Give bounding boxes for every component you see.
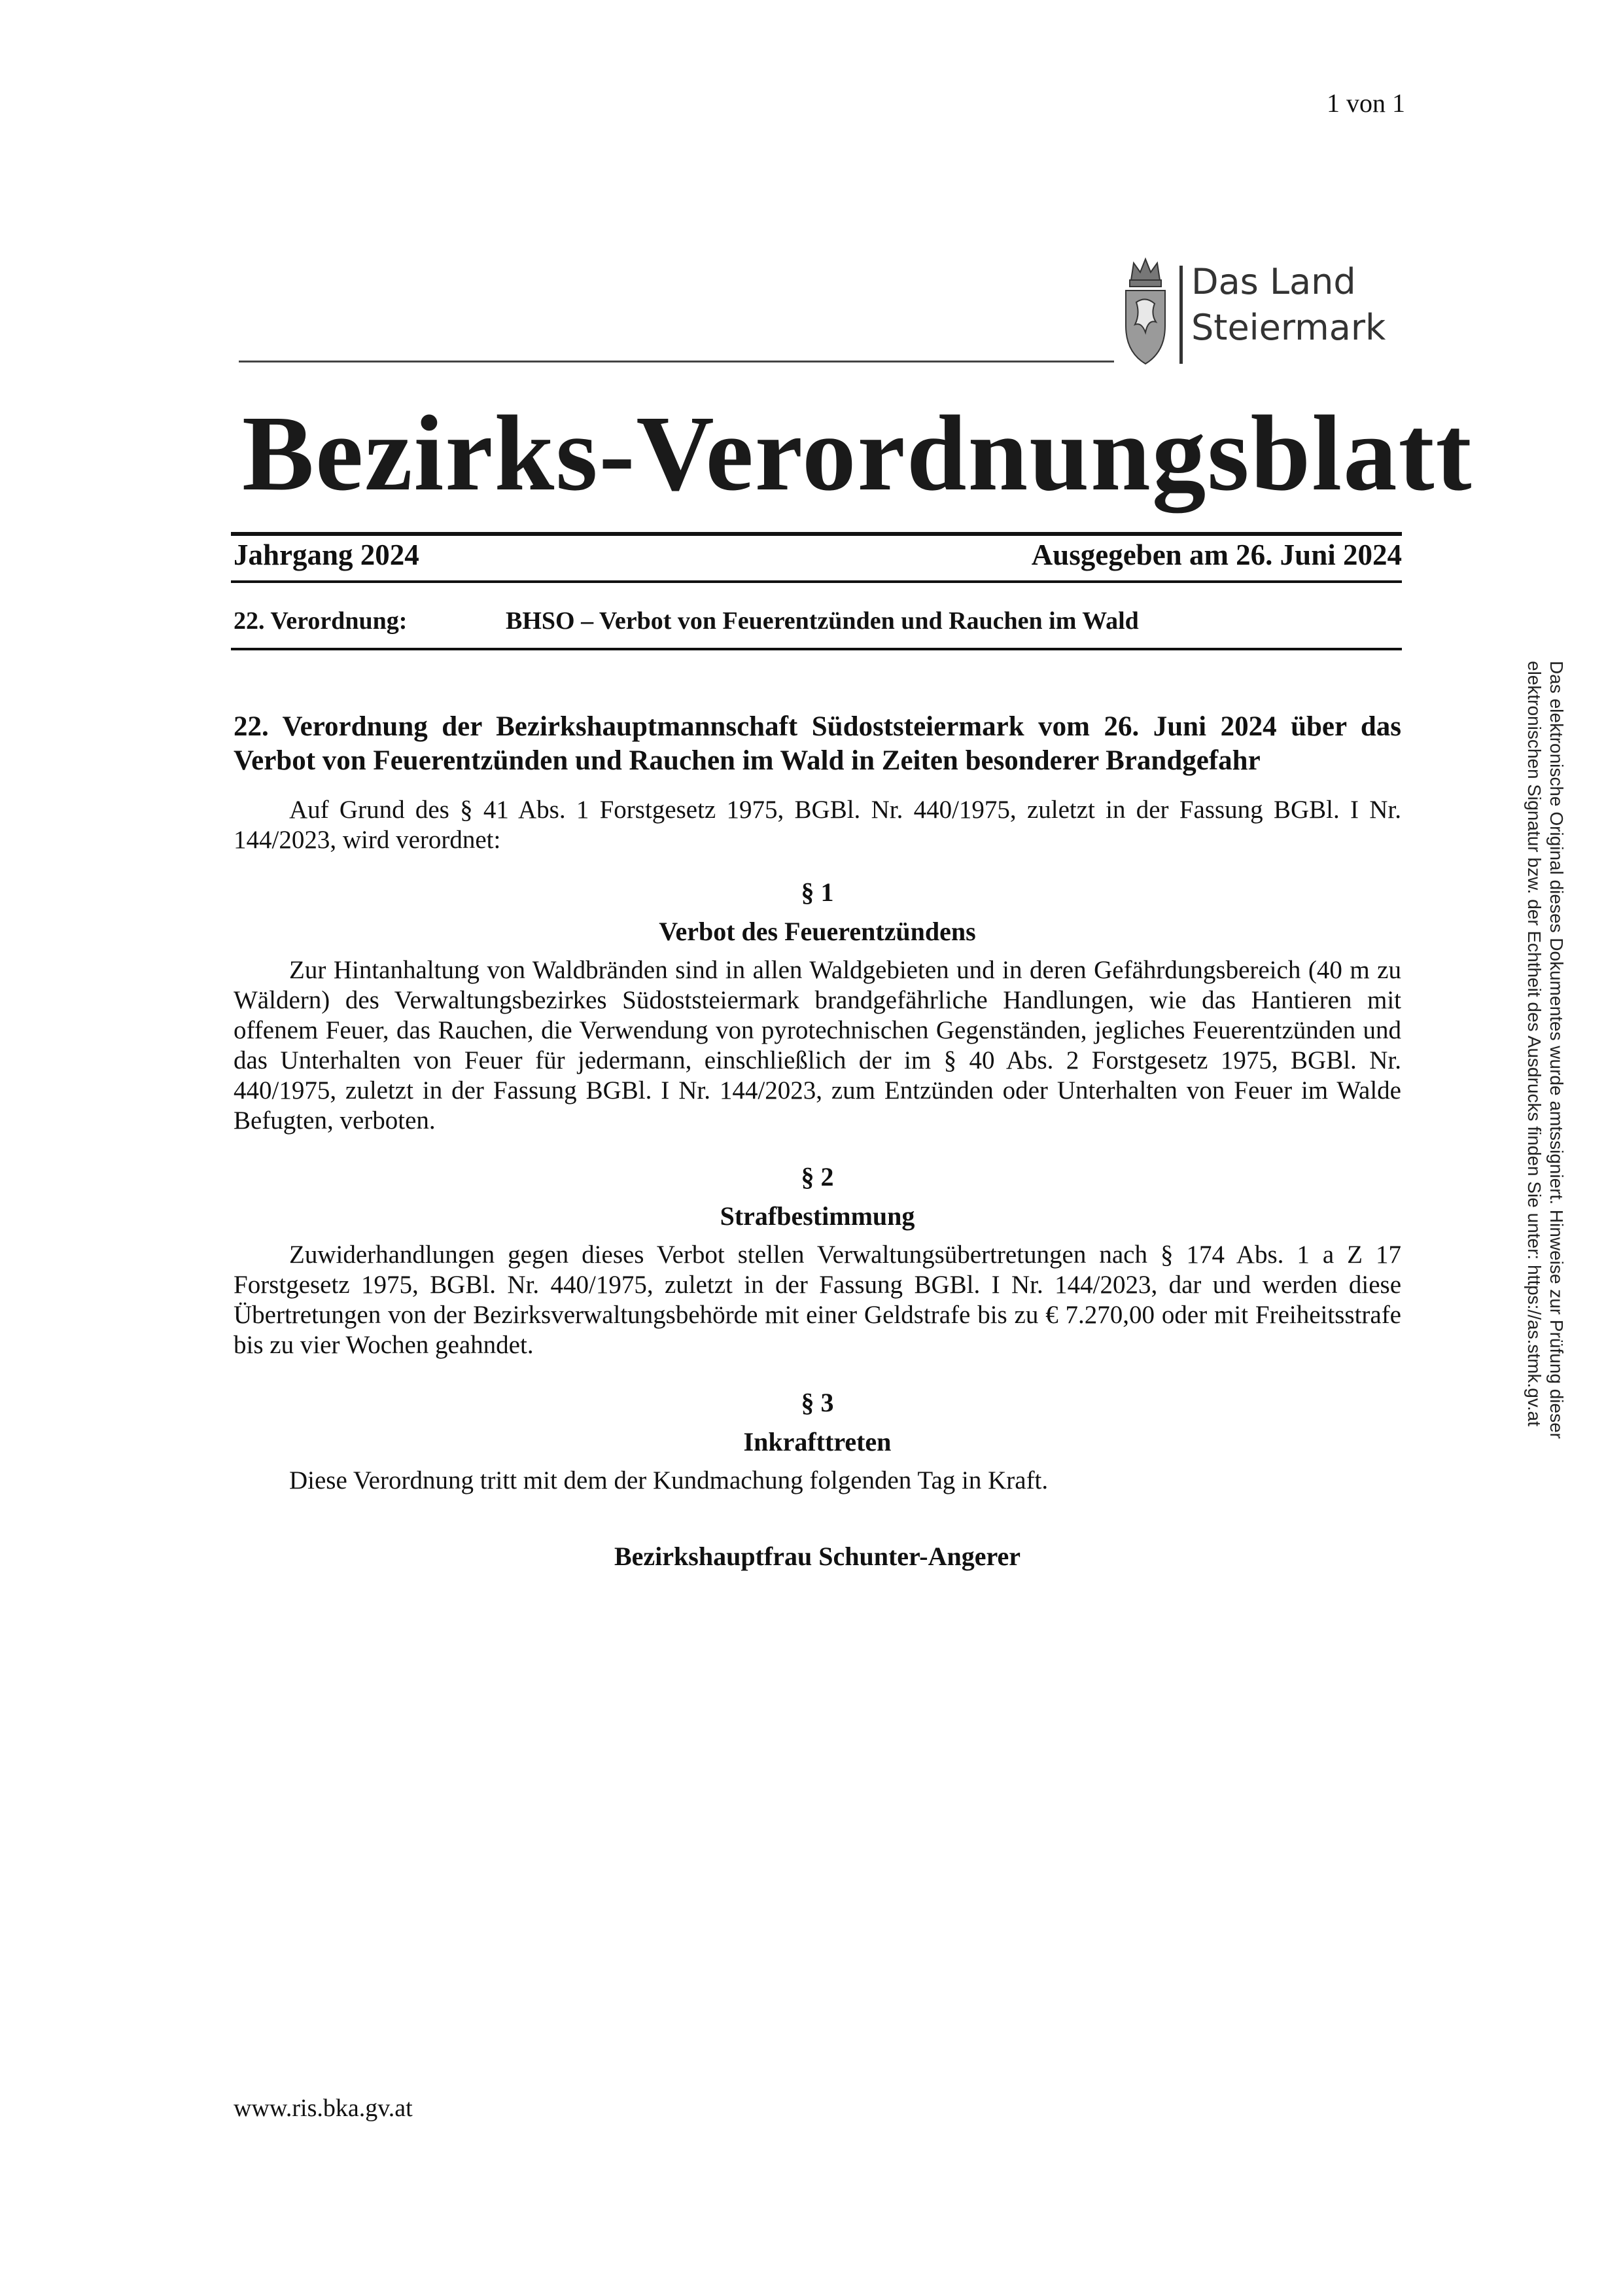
section-2-title: Strafbestimmung xyxy=(720,1201,915,1231)
header-rule xyxy=(239,361,1114,362)
das-land-steiermark-logo xyxy=(1119,254,1394,373)
section-1-title: Verbot des Feuerentzündens xyxy=(659,917,976,946)
volume-year: Jahrgang 2024 xyxy=(234,539,419,571)
issue-date: Ausgegeben am 26. Juni 2024 xyxy=(1031,539,1402,571)
signature: Bezirkshauptfrau Schunter-Angerer xyxy=(614,1542,1021,1571)
steiermark-coat-of-arms-icon xyxy=(1119,254,1172,373)
ordinance-heading: 22. Verordnung der Bezirkshauptmannschaft Südoststeiermark vom 26. Juni 2024 über das Verbot von Feuerentzünden und Rauchen im Wald in Zeiten besonderer Brandgefahr xyxy=(234,711,1401,776)
section-1-number: § 1 xyxy=(801,877,834,907)
section-2-text: Zuwiderhandlungen gegen dieses Verbot stellen Verwaltungsübertretungen nach § 174 Abs. 1 a Z 17 Forstgesetz 1975, BGBl. Nr. 440/1975, zuletzt in der Fassung BGBl. I Nr. 144/2023, dar und werden diese Übertretungen von der Bezirksverwaltungsbehörde mit einer Geldstrafe bis zu € 7.270,00 oder mit Freiheitsstrafe bis zu vier Wochen geahndet. xyxy=(234,1241,1401,1359)
masthead-rule-top xyxy=(231,532,1402,536)
logo-wordmark xyxy=(1191,259,1386,351)
masthead-rule-middle xyxy=(231,580,1402,583)
section-3-number: § 3 xyxy=(801,1388,834,1417)
section-2-number: § 2 xyxy=(801,1162,834,1192)
ordinance-label: 22. Verordnung: xyxy=(234,607,408,635)
preamble: Auf Grund des § 41 Abs. 1 Forstgesetz 1975, BGBl. Nr. 440/1975, zuletzt in der Fassung BGBl. I Nr. 144/2023, wird verordnet: xyxy=(234,796,1401,854)
page-number: 1 von 1 xyxy=(1327,88,1405,118)
logo-divider xyxy=(1179,266,1183,364)
signature-verification-note xyxy=(1524,661,1567,1475)
footer-url: www.ris.bka.gv.at xyxy=(234,2094,413,2122)
section-3-text: Diese Verordnung tritt mit dem der Kundmachung folgenden Tag in Kraft. xyxy=(289,1466,1049,1494)
signature-verification-text: Das elektronische Original dieses Dokumentes wurde amtssigniert. Hinweise zur Prüfung dieser elektronischen Signatur bzw. der Echtheit des Ausdrucks finden Sie unter: https://as.stmk.gv.at xyxy=(1524,661,1567,1439)
masthead-rule-bottom xyxy=(231,648,1402,650)
section-3-title: Inkrafttreten xyxy=(743,1427,892,1457)
logo-line-1: Das Land xyxy=(1191,261,1356,302)
section-1-text: Zur Hintanhaltung von Waldbränden sind in allen Waldgebieten und in deren Gefährdungsbereich (40 m zu Wäldern) des Verwaltungsbezirkes Südoststeiermark brandgefährliche Handlungen, wie das Hantieren mit offenem Feuer, das Rauchen, die Verwendung von pyrotechnischen Gegenständen, jegliches Feuerentzünden und das Unterhalten von Feuer für jedermann, einschließlich der im § 40 Abs. 2 Forstgesetz 1975, BGBl. Nr. 440/1975, zuletzt in der Fassung BGBl. I Nr. 144/2023, zum Entzünden oder Unterhalten von Feuer im Walde Befugten, verboten. xyxy=(234,956,1401,1135)
logo-line-2: Steiermark xyxy=(1191,307,1386,348)
ordinance-short-title: BHSO – Verbot von Feuerentzünden und Rauchen im Wald xyxy=(506,607,1139,635)
publication-title: Bezirks-Verordnungsblatt xyxy=(242,393,1473,513)
